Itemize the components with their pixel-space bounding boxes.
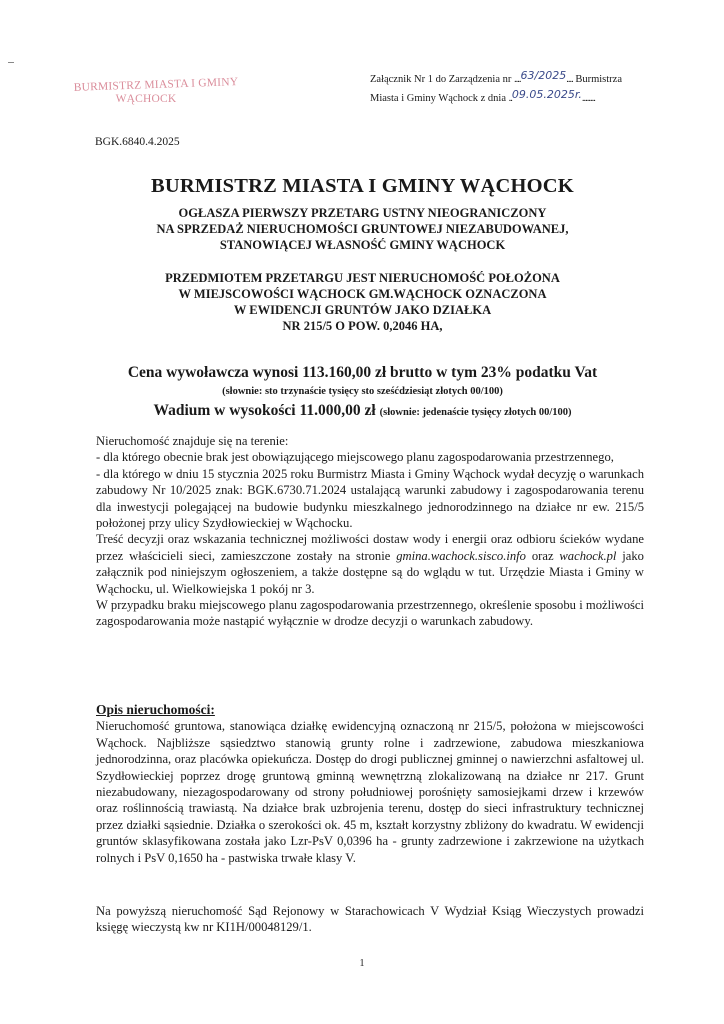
attachment-date-label: Miasta i Gminy Wąchock z dnia: [370, 93, 506, 104]
attachment-note: Załącznik Nr 1 do Zarządzenia nr ....63/2025.... Burmistrza Miasta i Gminy Wąchock z dnia ..09.05.2025r.........: [370, 69, 622, 104]
decision-or: oraz: [531, 548, 554, 563]
price-block: [90, 363, 635, 422]
scan-mark: [8, 62, 14, 63]
decision-text: Treść decyzji oraz wskazania technicznej możliwości dostaw wody i energii oraz odbioru ścieków wydane przez właścicieli sieci, zamieszczone zostały na stronie: [96, 532, 644, 563]
land-registry-paragraph: Na powyższą nieruchomość Sąd Rejonowy w Starachowicach V Wydział Ksiąg Wieczystych prowadzi księgę wieczystą kw nr KI1H/00048129/1.: [96, 904, 644, 935]
terrain-section: [96, 433, 644, 630]
terrain-item: - dla którego w dniu 15 stycznia 2025 roku Burmistrz Miasta i Gminy Wąchock wydał decyzję o warunkach zabudowy Nr 10/2025 znak: BGK.6730.71.2024 ustalającą warunki zabudowy i zagospodarowania terenu dla inwestycji polegającej na budowie budynku mieszkalnego jednorodzinnego na działce nr ew. 215/5 położonej przy ulicy Szydłowieckiej w Wąchocku.: [96, 466, 644, 531]
announcement-line: NA SPRZEDAŻ NIERUCHOMOŚCI GRUNTOWEJ NIEZABUDOWANEJ,: [156, 222, 569, 236]
attachment-label: Załącznik Nr 1 do Zarządzenia nr: [370, 74, 512, 85]
terrain-item: - dla którego obecnie brak jest obowiązującego miejscowego planu zagospodarowania przestrzennego,: [96, 450, 614, 465]
stamp-line-2: WĄCHOCK: [115, 93, 177, 105]
starting-price-words: (słownie: sto trzynaście tysięcy sto sześćdziesiąt złotych 00/100): [222, 386, 503, 397]
subject-line: PRZEDMIOTEM PRZETARGU JEST NIERUCHOMOŚĆ POŁOŻONA: [165, 271, 560, 285]
decision-text: jako załącznik pod niniejszym ogłoszeniem, a także dostępne są do wglądu w tut. Urzędzie Miasta i Gminy w Wąchocku, ul. Wielkowiejska 1 pokój nr 3.: [96, 548, 644, 596]
announcement-line: OGŁASZA PIERWSZY PRZETARG USTNY NIEOGRANICZONY: [178, 206, 547, 220]
page-title: BURMISTRZ MIASTA I GMINY WĄCHOCK: [151, 175, 574, 197]
page-number: 1: [359, 958, 365, 969]
description-text: Nieruchomość gruntowa, stanowiąca działkę ewidencyjną oznaczoną nr 215/5, położona w miejscowości Wąchock. Najbliższe sąsiedztwo stanowią grunty rolne i zadrzewione, zabudowa mieszkaniowa jednorodzinna, oraz placówka opiekuńcza. Dostęp do drogi publicznej gminnej o nawierzchni asfaltowej ul. Szydłowieckiej poprzez drogę gruntową gminną wewnętrzną zlokalizowaną na działce nr 217. Grunt niezabudowany, niezagospodarowany od strony południowej porośnięty samosiejkami drzew i krzewów oraz roślinnością trawiastą. Na działce brak uzbrojenia terenu, dostęp do sieci infrastruktury technicznej przez działki sąsiednie. Działka o szerokości ok. 45 m, kształt korzystny zbliżony do kwadratu. W ewidencji gruntów sklasyfikowana została jako Lzr-PsV 0,0396 ha - grunty zadrzewione i zakrzewione na użytkach rolnych i PsV 0,1650 ha - pastwiska trwałe klasy V.: [96, 719, 644, 865]
planning-note: W przypadku braku miejscowego planu zagospodarowania przestrzennego, określenie sposobu i możliwości zagospodarowania może nastąpić wyłącznie w drodze decyzji o warunkach zabudowy.: [96, 598, 644, 629]
website-link[interactable]: wachock.pl: [559, 548, 617, 563]
office-stamp: [73, 76, 256, 106]
subject-line: W EWIDENCJI GRUNTÓW JAKO DZIAŁKA: [233, 303, 492, 317]
subject-line: NR 215/5 O POW. 0,2046 HA,: [282, 319, 443, 333]
deposit-words: (słownie: jedenaście tysięcy złotych 00/100): [379, 407, 572, 418]
ordinance-number: 63/2025: [520, 69, 567, 82]
subject-block: [90, 270, 635, 334]
terrain-intro: Nieruchomość znajduje się na terenie:: [96, 434, 289, 448]
decision-paragraph: [96, 531, 644, 597]
starting-price: Cena wywoławcza wynosi 113.160,00 zł brutto w tym 23% podatku Vat: [127, 364, 598, 381]
reference-number: BGK.6840.4.2025: [95, 136, 180, 148]
attachment-suffix: Burmistrza: [575, 74, 622, 85]
ordinance-date: 09.05.2025r.: [511, 88, 582, 101]
announcement-line: STANOWIĄCEJ WŁASNOŚĆ GMINY WĄCHOCK: [219, 238, 506, 252]
subject-line: W MIEJSCOWOŚCI WĄCHOCK GM.WĄCHOCK OZNACZONA: [178, 287, 547, 301]
description-heading: Opis nieruchomości:: [96, 702, 215, 717]
stamp-line-1: BURMISTRZ MIASTA I GMINY: [73, 76, 239, 94]
announcement-block: [90, 205, 635, 253]
deposit-amount: Wadium w wysokości 11.000,00 zł: [153, 402, 376, 419]
website-link[interactable]: gmina.wachock.sisco.info: [396, 548, 526, 563]
description-section: [96, 702, 644, 866]
